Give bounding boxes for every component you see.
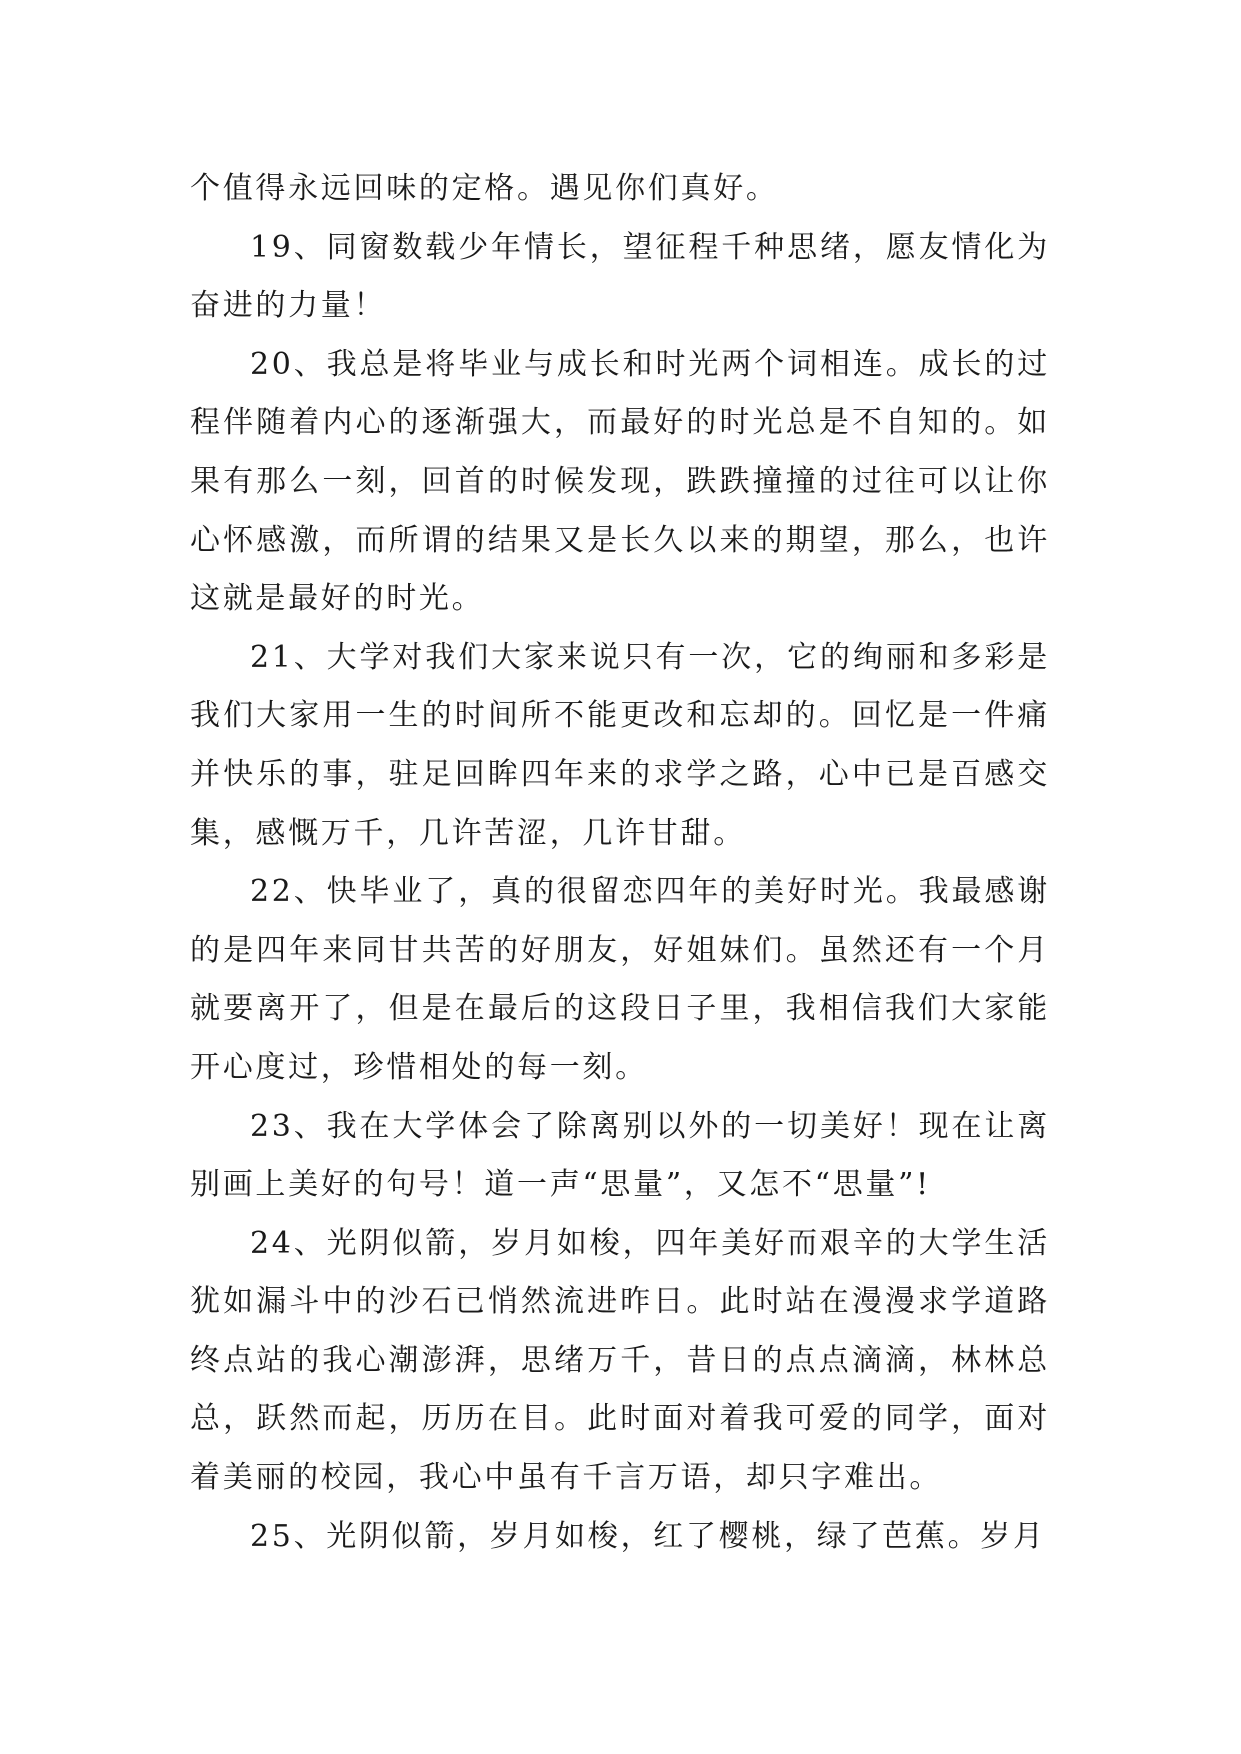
paragraph-item-24: 24、光阴似箭，岁月如梭，四年美好而艰辛的大学生活犹如漏斗中的沙石已悄然流进昨日。此时站在漫漫求学道路终点站的我心潮澎湃，思绪万千，昔日的点点滴滴，林林总总，跃然而起，历历在目。此时面对着我可爱的同学，面对着美丽的校园，我心中虽有千言万语，却只字难出。 xyxy=(190,1225,1050,1496)
document-body xyxy=(190,160,1050,1566)
paragraph-item-20: 20、我总是将毕业与成长和时光两个词相连。成长的过程伴随着内心的逐渐强大，而最好的时光总是不自知的。如果有那么一刻，回首的时候发现，跌跌撞撞的过往可以让你心怀感激，而所谓的结果又是长久以来的期望，那么，也许这就是最好的时光。 xyxy=(190,346,1050,617)
paragraph-item-19: 19、同窗数载少年情长，望征程千种思绪，愿友情化为奋进的力量！ xyxy=(190,229,1050,324)
paragraph-item-22: 22、快毕业了，真的很留恋四年的美好时光。我最感谢的是四年来同甘共苦的好朋友，好姐妹们。虽然还有一个月就要离开了，但是在最后的这段日子里，我相信我们大家能开心度过，珍惜相处的每一刻。 xyxy=(190,874,1050,1085)
paragraph-item-21: 21、大学对我们大家来说只有一次，它的绚丽和多彩是我们大家用一生的时间所不能更改和忘却的。回忆是一件痛并快乐的事，驻足回眸四年来的求学之路，心中已是百感交集，感慨万千，几许苦涩，几许甘甜。 xyxy=(190,639,1050,851)
paragraph-item-23: 23、我在大学体会了除离别以外的一切美好！现在让离别画上美好的句号！道一声“思量”，又怎不“思量”! xyxy=(190,1108,1050,1203)
paragraph-continuation: 个值得永远回味的定格。遇见你们真好。 xyxy=(190,171,779,206)
paragraph-item-25: 25、光阴似箭，岁月如梭，红了樱桃，绿了芭蕉。岁月 xyxy=(250,1518,1046,1554)
